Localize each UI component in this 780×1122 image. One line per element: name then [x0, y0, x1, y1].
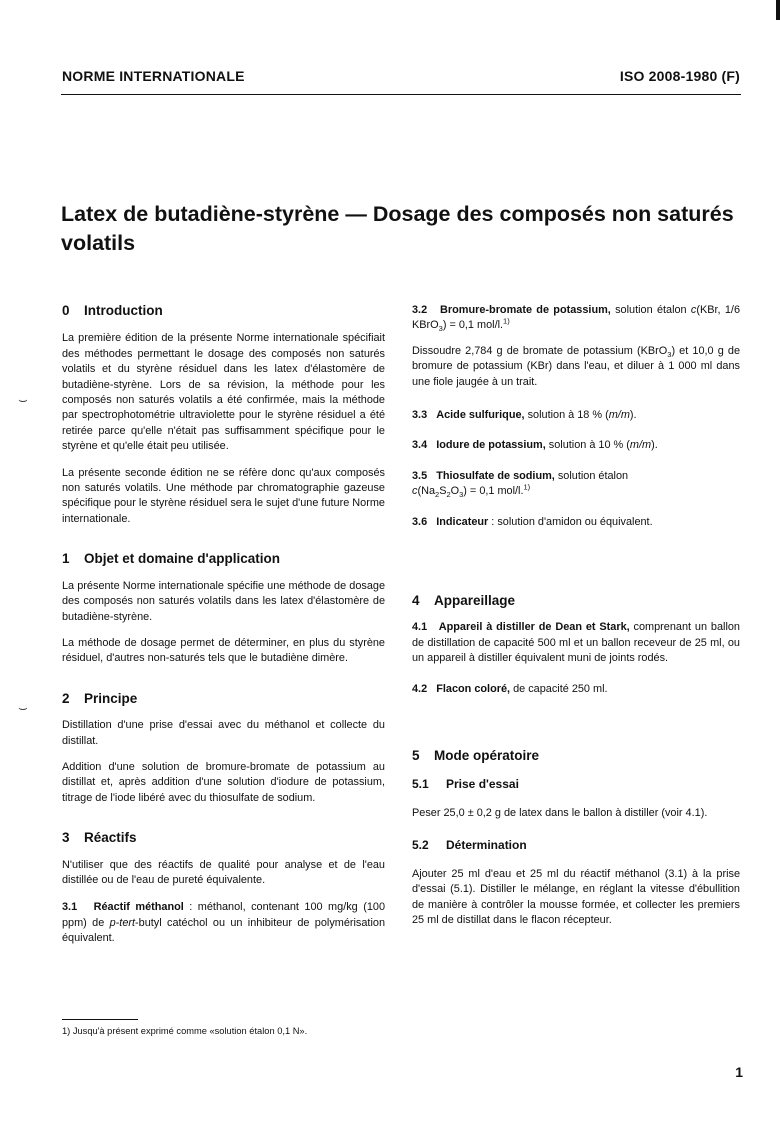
reagent-3-1: 3.1 Réactif méthanol : méthanol, contenant 100 mg/kg (100 ppm) de p-tert-butyl catéchol ou un inhibiteur de polymérisation équivalent. [62, 901, 385, 945]
standard-number-header: ISO 2008-1980 (F) [619, 68, 740, 84]
test-portion-paragraph: Peser 25,0 ± 0,2 g de latex dans le ballon à distiller (voir 4.1). [412, 806, 708, 819]
reagents-paragraph: N'utiliser que des réactifs de qualité pour analyse et de l'eau distillée ou de l'eau de pureté équivalente. [62, 858, 385, 886]
reagent-3-2-preparation: Dissoudre 2,784 g de bromate de potassium (KBrO$_3$) et 10,0 g de bromure de potassium (KBr) dans l'eau, et diluer à 1 000 ml dans une fiole jaugée à un trait. [412, 344, 740, 388]
reagent-3-5: 3.5 Thiosulfate de sodium, solution étalon $c(Na_2S_2O_3) = 0,1$ mol/l.$^{1)}$ [412, 469, 629, 500]
apparatus-4-1: 4.1 Appareil à distiller de Dean et Stark, comprenant un ballon de distillation de capacité 500 ml et un ballon receveur de 25 ml, ou un appareil à distiller équivalent muni de joints rodés. [412, 621, 740, 665]
section-4-heading: 4 Appareillage [412, 593, 516, 609]
reagent-3-6: 3.6 Indicateur : solution d'amidon ou équivalent. [412, 515, 653, 528]
intro-paragraph-1: La première édition de la présente Norme internationale spécifiait des méthodes permettant le dosage des composés non saturés volatils et du styrène résiduel dans les latex d'élastomère de butadiène-styrène. Lors de sa révision, la méthode pour les composés non saturés volatils a été confirmée, mais la méthode par spectrophotométrie ultraviolette pour le styrène résiduel a été retirée parce qu'elle n'était pas suffisamment spécifique pour le styrène et qu'elle était peu utilisée. [62, 332, 385, 453]
footnote: 1) Jusqu'à présent exprimé comme «solution étalon 0,1 N». [62, 1026, 308, 1036]
reagent-3-4: 3.4 Iodure de potassium, solution à 10 % (m/m). [412, 439, 658, 452]
header-rule [61, 94, 741, 95]
margin-mark-1: ⌣ [18, 392, 28, 409]
principle-paragraph-1: Distillation d'une prise d'essai avec du méthanol et collecte du distillat. [62, 719, 385, 747]
section-2-heading: 2 Principe [62, 690, 138, 706]
margin-mark-2: ⌣ [18, 700, 28, 717]
scope-paragraph-2: La méthode de dosage permet de déterminer, en plus du styrène résiduel, d'autres non-saturés tels que le butadiène dimère. [62, 636, 385, 665]
section-0-heading: 0 Introduction [62, 303, 163, 318]
principle-paragraph-2: Addition d'une solution de bromure-bromate de potassium au distillat et, après addition d'une solution d'iodure de potassium, titrage de l'iode libéré avec du thiosulfate de sodium. [62, 760, 385, 804]
section-3-heading: 3 Réactifs [62, 830, 137, 846]
right-column [412, 303, 740, 928]
reagent-3-3: 3.3 Acide sulfurique, solution à 18 % (m/m). [412, 409, 637, 422]
footnote-rule [62, 1019, 138, 1020]
scope-paragraph-1: La présente Norme internationale spécifie une méthode de dosage des composés non saturés volatils dans les latex d'élastomère de butadiène-styrène. [62, 579, 385, 623]
determination-paragraph: Ajouter 25 ml d'eau et 25 ml du réactif méthanol (3.1) à la prise d'essai (5.1). Distiller le mélange, en réglant la vitesse d'ébullition de manière à contrôler la mousse formée, et collecter les premiers 25 ml de distillat dans le flacon récepteur. [412, 867, 740, 926]
standard-type-header: NORME INTERNATIONALE [62, 68, 245, 84]
apparatus-4-2: 4.2 Flacon coloré, de capacité 250 ml. [412, 682, 608, 695]
scan-edge-mark [776, 0, 780, 20]
left-column [62, 303, 385, 947]
intro-paragraph-2: La présente seconde édition ne se réfère donc qu'aux composés non saturés volatils. Une méthode par chromatographie gazeuse spécifique pour le styrène résiduel sera le sujet d'une future Norme internationale. [62, 466, 385, 525]
document-title: Latex de butadiène-styrène — Dosage des composés non saturés volatils [61, 202, 734, 255]
section-1-heading: 1 Objet et domaine d'application [62, 551, 280, 567]
subsection-5-1-heading: 5.1 Prise d'essai [412, 776, 519, 791]
page-number: 1 [735, 1064, 743, 1080]
subsection-5-2-heading: 5.2 Détermination [412, 838, 527, 853]
section-5-heading: 5 Mode opératoire [412, 748, 540, 764]
reagent-3-2: 3.2 Bromure-bromate de potassium, solution étalon c(KBr, 1/6 KBrO$_3$) = 0,1 mol/l.$^{1)}$ [412, 304, 741, 334]
